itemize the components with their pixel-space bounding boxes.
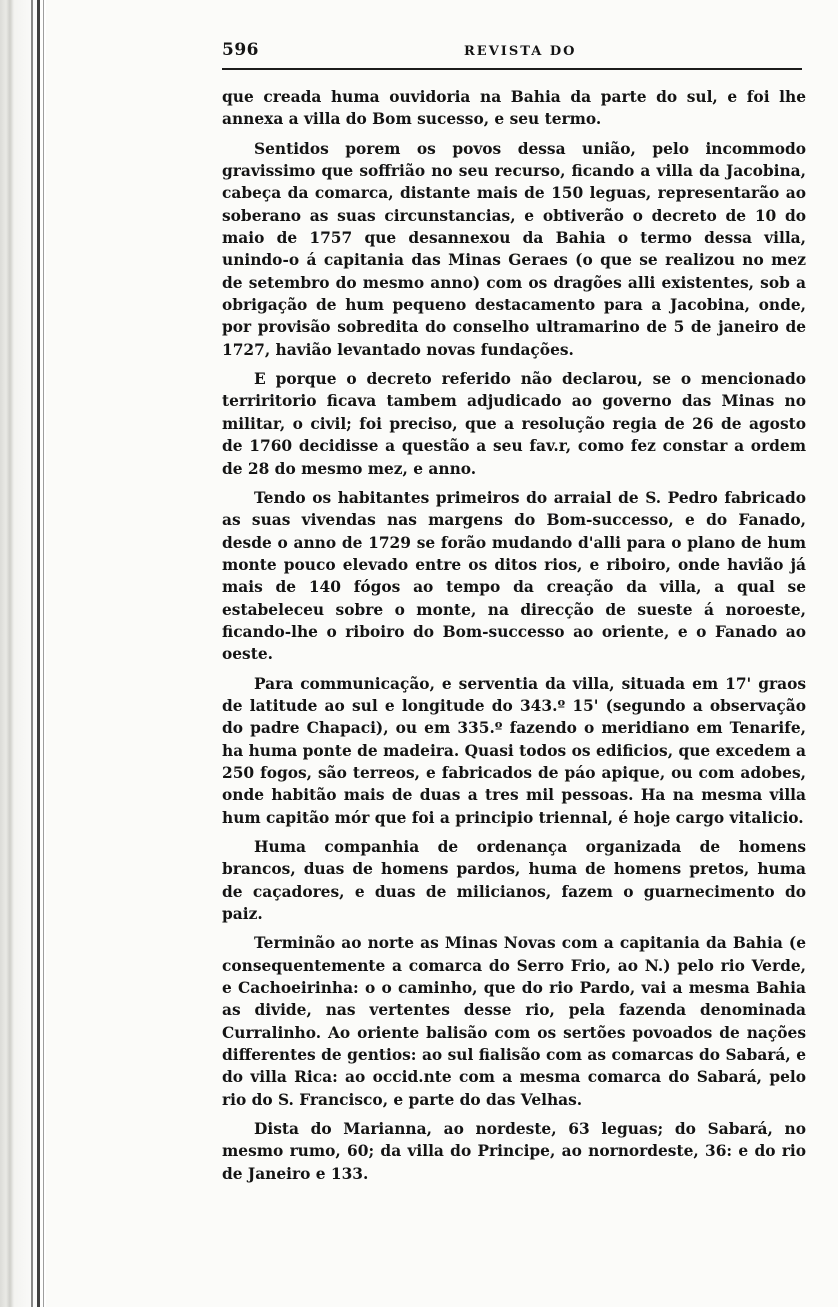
paragraph: E porque o decreto referido não declarou, se o mencionado terriritorio ficava tambem adjudicado ao governo das Minas no militar, o civil; foi preciso, que a resolução regia de 26 de agosto de 1760 decidisse a questão a seu fav.r, como fez constar a ordem de 28 do mesmo mez, e anno. (222, 370, 806, 478)
binding-shadow-line (43, 0, 44, 1307)
paragraph: Para communicação, e serventia da villa, situada em 17' graos de latitude ao sul e longitude do 343.º 15' (segundo a observação do padre Chapaci), ou em 335.º fazendo o meridiano em Tenarife, ha huma ponte de madeira. Quasi todos os edificios, que excedem a 250 fogos, são terreos, e fabricados de páo apique, ou com adobes, onde habitão mais de duas a tres mil pessoas. Ha na mesma villa hum capitão mór que foi a principio triennal, é hoje cargo vitalicio. (222, 674, 806, 827)
paragraph: Terminão ao norte as Minas Novas com a capitania da Bahia (e consequentemente a comarca do Serro Frio, ao N.) pelo rio Verde, e Cachoeirinha: o o caminho, que do rio Pardo, vai a mesma Bahia as divide, nas vertentes desse rio, pela fazenda denominada Curralinho. Ao oriente balisão com os sertões povoados de nações differentes de gentios: ao sul fialisão com as comarcas do Sabará, e do villa Rica: ao occid.nte com a mesma comarca do Sabará, pelo rio do S. Francisco, e parte do das Velhas. (222, 934, 806, 1109)
page-binding-edge (0, 0, 46, 1307)
running-title: REVISTA DO (464, 44, 577, 59)
paragraph: Dista do Marianna, ao nordeste, 63 leguas; do Sabará, no mesmo rumo, 60; da villa do Principe, ao nornordeste, 36: e do rio de Janeiro e 133. (222, 1120, 806, 1183)
paragraph: Huma companhia de ordenança organizada de homens brancos, duas de homens pardos, huma de homens pretos, huma de caçadores, e duas de milicianos, fazem o guarnecimento do paiz. (222, 838, 806, 924)
header-rule (222, 68, 802, 70)
paragraph: Sentidos porem os povos dessa união, pelo incommodo gravissimo que soffrião no seu recurso, ficando a villa da Jacobina, cabeça da comarca, distante mais de 150 leguas, representarão ao soberano as suas circunstancias, e obtiverão o decreto de 10 do maio de 1757 que desannexou da Bahia o termo dessa villa, unindo-o á capitania das Minas Geraes (o que se realizou no mez de setembro do mesmo anno) com os dragões alli existentes, sob a obrigação de hum pequeno destacamento para a Jacobina, onde, por provisão sobredita do conselho ultramarino de 5 de janeiro de 1727, havião levantado novas fundações. (222, 139, 806, 359)
paragraph: Tendo os habitantes primeiros do arraial de S. Pedro fabricado as suas vivendas nas margens do Bom-successo, e do Fanado, desde o anno de 1729 se forão mudando d'alli para o plano de hum monte pouco elevado entre os ditos rios, e riboiro, onde havião já mais de 140 fógos ao tempo da creação da villa, a qual se estabeleceu sobre o monte, na direcção de sueste á noroeste, ficando-lhe o riboiro do Bom-successo ao oriente, e o Fanado ao oeste. (222, 488, 806, 664)
binding-shadow-line (31, 0, 33, 1307)
body-text (222, 86, 806, 1192)
binding-shadow-line (37, 0, 40, 1307)
page-number: 596 (222, 40, 259, 60)
page-header (222, 40, 802, 64)
paragraph: que creada huma ouvidoria na Bahia da parte do sul, e foi lhe annexa a villa do Bom sucesso, e seu termo. (222, 88, 806, 129)
